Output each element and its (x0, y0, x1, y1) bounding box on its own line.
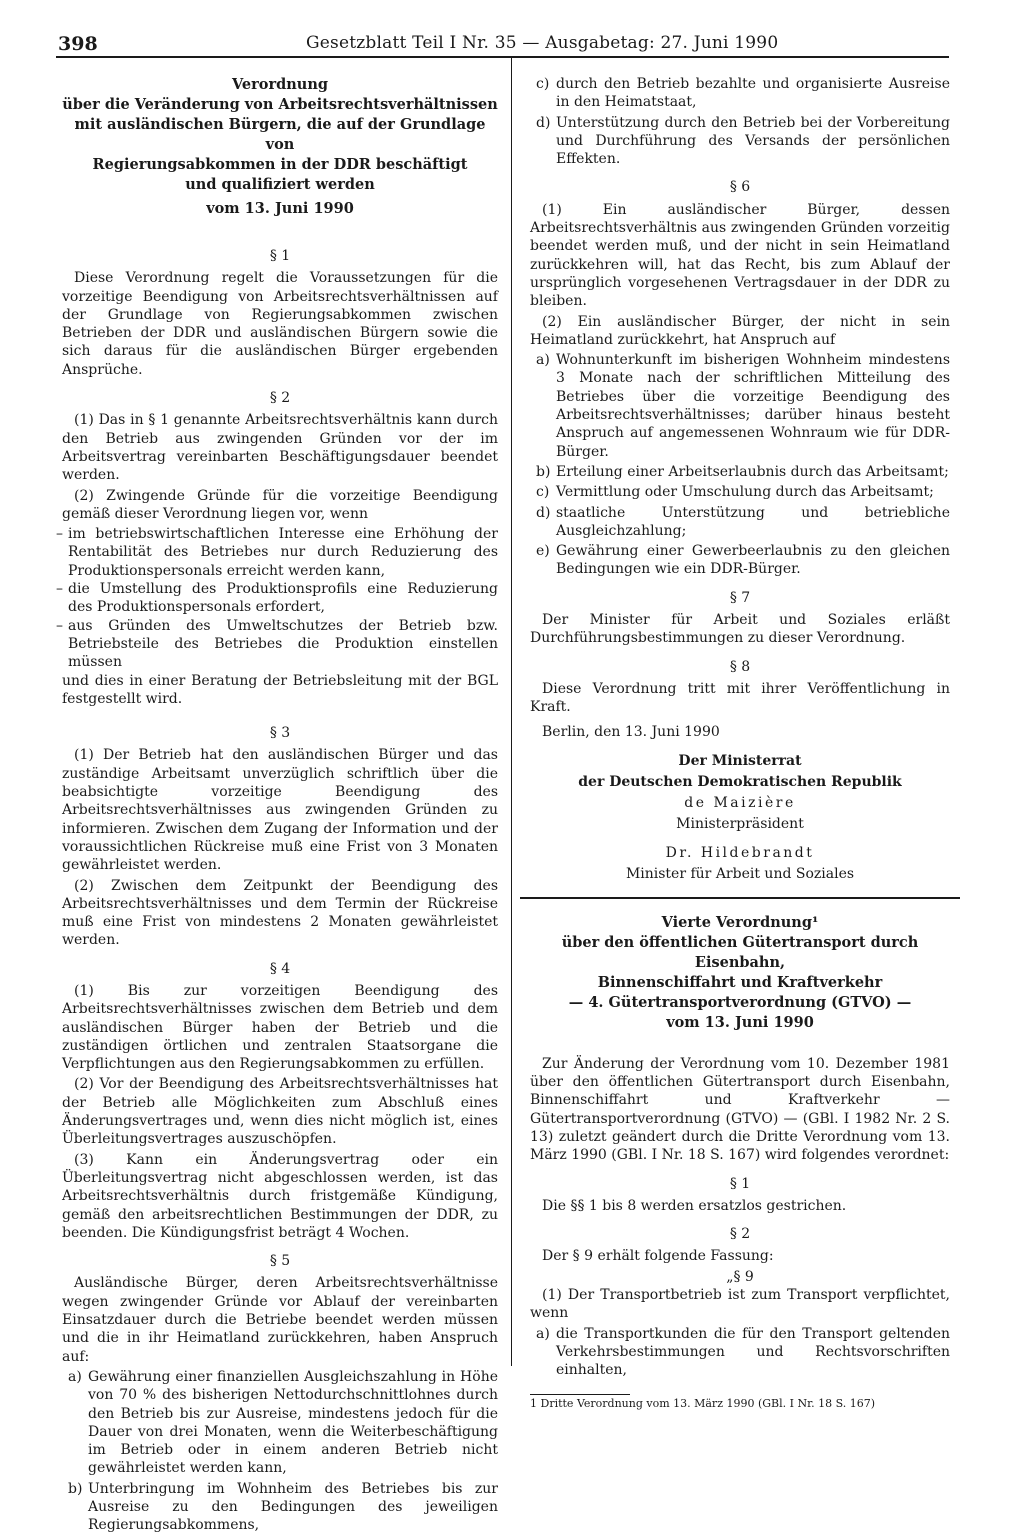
list-item (530, 483, 950, 501)
footnote-rule (530, 1394, 630, 1395)
list-marker: c) (536, 76, 550, 92)
list-item-text: Unterbringung im Wohnheim des Betriebes bis zur Ausreise zu den Bedingungen des jeweiligen Regierungsabkommens, (88, 1480, 498, 1534)
paragraph: (1) Der Betrieb hat den ausländischen Bürger und das zuständige Arbeitsamt unverzüglich schriftlich über die beabsichtigte vorzeitige Beendigung des Arbeitsrechtsverhältnisses aus zwingenden Gründen zu informieren. Zwischen dem Zugang der Information und der voraussichtlichen Rückreise muß eine Frist von 3 Monaten gewährleistet werden. (62, 747, 498, 874)
paragraph: (1) Der Transportbetrieb ist zum Transport verpflichtet, wenn (530, 1287, 950, 1322)
paragraph: Die §§ 1 bis 8 werden ersatzlos gestrichen. (542, 1197, 847, 1214)
paragraph: und dies in einer Beratung der Betriebsleitung mit der BGL festgestellt wird. (62, 672, 498, 707)
title-line: Binnenschiffahrt und Kraftverkehr (597, 973, 883, 991)
paragraph: (1) Das in § 1 genannte Arbeitsrechtsverhältnis kann durch den Betrieb aus zwingenden Gründen vor der im Arbeitsvertrag vereinbarten Beschäftigungsdauer beendet werden. (62, 412, 498, 484)
right-column (530, 75, 950, 1410)
dash-list-item: – aus Gründen des Umweltschutzes der Betrieb bzw. Betriebsteile des Betriebes die Produktion einstellen müssen (56, 617, 498, 671)
title-line: über den öffentlichen Gütertransport durch Eisenbahn, (561, 933, 919, 971)
list-marker: b) (536, 463, 551, 480)
paragraph: (1) Bis zur vorzeitigen Beendigung des Arbeitsrechtsverhältnisses zwischen dem Betrieb und dem ausländischen Bürger haben der Betrieb und die zuständigen örtlichen und zentralen Staatsorgane die Verpflichtungen aus den Regierungsabkommen zu erfüllen. (62, 982, 498, 1073)
paragraph: Der § 9 erhält folgende Fassung: (542, 1248, 774, 1265)
title-line: über die Veränderung von Arbeitsrechtsverhältnissen (62, 96, 498, 113)
list-item-text: Wohnunterkunft im bisherigen Wohnheim mindestens 3 Monate nach der schriftlichen Mitteilung des Betriebes über die vorzeitige Beendigung des Arbeitsrechtsverhältnisses; darüber hinaus besteht Anspruch auf angemessenen Wohnraum wie für DDR-Bürger. (556, 352, 950, 460)
section-heading: § 6 (729, 179, 751, 196)
list-item-text: Unterstützung durch den Betrieb bei der Vorbereitung und Durchführung des Versands der persönlichen Effekten. (556, 114, 950, 168)
list-item (530, 75, 950, 112)
list-marker: d) (536, 114, 551, 131)
signatory-role: Ministerpräsident (676, 815, 804, 832)
title-date: vom 13. Juni 1990 (666, 1013, 814, 1031)
list-marker: a) (68, 1368, 82, 1385)
dash-item-text: im betriebswirtschaftlichen Interesse eine Erhöhung der Rentabilität des Betriebes nur durch Reduzierung des Produktionspersonals erreicht werden kann, (68, 526, 498, 579)
quoted-section-heading: „§ 9 (726, 1268, 754, 1285)
list-item (530, 504, 950, 541)
section-heading: § 2 (269, 390, 291, 407)
list-item-text: Gewährung einer finanziellen Ausgleichszahlung in Höhe von 70 % des bisherigen Nettodurchschnittlohnes durch den Betrieb bis zur Ausreise, mindestens jedoch für die Dauer von drei Monaten, wenn die Weiterbeschäftigung im Betrieb oder in einem anderen Betrieb nicht gewährleistet werden kann, (88, 1368, 498, 1477)
section-heading: § 1 (729, 1175, 751, 1192)
section-heading: § 8 (729, 658, 751, 675)
paragraph: (2) Ein ausländischer Bürger, der nicht in sein Heimatland zurückkehrt, hat Anspruch auf (530, 313, 950, 348)
dash-item-text: die Umstellung des Produktionsprofils eine Reduzierung des Produktionspersonals erfordert, (68, 581, 498, 616)
paragraph: (1) Ein ausländischer Bürger, dessen Arbeitsrechtsverhältnis aus zwingenden Gründen vorzeitig beendet werden muß, und der nicht in sein Heimatland zurückkehren will, hat das Recht, bis zum Ablauf der ursprünglich vorgesehenen Vertragsdauer in der DDR zu bleiben. (530, 201, 950, 310)
list-item-text: Gewährung einer Gewerbeerlaubnis zu den gleichen Bedingungen wie ein DDR-Bürger. (556, 543, 950, 578)
list-marker: d) (536, 504, 551, 521)
ordinance-title (62, 75, 498, 219)
section-heading: § 1 (269, 248, 291, 264)
dash-list-item: – die Umstellung des Produktionsprofils eine Reduzierung des Produktionspersonals erfordert, (56, 581, 498, 616)
list-item (62, 1368, 498, 1478)
list-item (530, 542, 950, 579)
list-item-text: durch den Betrieb bezahlte und organisierte Ausreise in den Heimatstaat, (556, 76, 950, 111)
section-heading: § 3 (269, 725, 291, 742)
list-marker: a) (536, 352, 550, 369)
footnote: 1 Dritte Verordnung vom 13. März 1990 (GBl. I Nr. 18 S. 167) (530, 1396, 876, 1410)
title-line: Verordnung (232, 76, 328, 93)
page-number: 398 (58, 33, 98, 55)
paragraph: Diese Verordnung regelt die Voraussetzungen für die vorzeitige Beendigung von Arbeitsrechtsverhältnissen auf der Grundlage von Regierungsabkommen zwischen Betrieben der DDR und ausländischen Bürgern sowie die sich daraus für die ausländischen Bürger ergebenden Ansprüche. (62, 270, 498, 378)
signing-organ: Der Ministerrat (678, 752, 802, 769)
running-header: Gesetzblatt Teil I Nr. 35 — Ausgabetag: 27. Juni 1990 (306, 33, 779, 53)
paragraph: (3) Kann ein Änderungsvertrag oder ein Überleitungsvertrag nicht abgeschlossen werden, ist das Arbeitsrechtsverhältnis durch fristgemäße Kündigung, gemäß den arbeitsrechtlichen Bestimmungen der DDR, zu beenden. Die Kündigungsfrist beträgt 4 Wochen. (62, 1151, 498, 1241)
place-date: Berlin, den 13. Juni 1990 (542, 723, 720, 740)
list-marker: a) (536, 1325, 550, 1342)
list-item (530, 463, 950, 481)
signatory-name: de Maizière (684, 794, 796, 811)
list-marker: b) (68, 1480, 83, 1497)
paragraph: (2) Zwingende Gründe für die vorzeitige Beendigung gemäß dieser Verordnung liegen vor, wenn (62, 487, 498, 522)
header-rule (56, 56, 949, 58)
title-line: mit ausländischen Bürgern, die auf der Grundlage von (74, 116, 486, 153)
list-item (530, 114, 950, 169)
column-divider (511, 56, 512, 1366)
paragraph: (2) Zwischen dem Zeitpunkt der Beendigung des Arbeitsrechtsverhältnisses und dem Termin der Rückreise muß eine Frist von mindestens 2 Monaten gewährleistet werden. (62, 877, 498, 949)
dash-list-item: – im betriebswirtschaftlichen Interesse eine Erhöhung der Rentabilität des Betriebes nur durch Reduzierung des Produktionspersonals erreicht werden kann, (56, 526, 498, 579)
section-heading: § 7 (729, 589, 751, 606)
left-column (56, 75, 498, 1537)
paragraph: Ausländische Bürger, deren Arbeitsrechtsverhältnisse wegen zwingender Gründe vor Ablauf der vereinbarten Einsatzdauer durch die Betriebe beendet werden müssen und die in ihr Heimatland zurückkehren, haben Anspruch auf: (62, 1275, 498, 1365)
signatory-role: Minister für Arbeit und Soziales (625, 865, 855, 882)
section-heading: § 4 (269, 960, 291, 977)
list-marker: c) (536, 484, 550, 501)
title-line: Vierte Verordnung¹ (661, 913, 819, 931)
paragraph: Zur Änderung der Verordnung vom 10. Dezember 1981 über den öffentlichen Gütertransport durch Eisenbahn, Binnenschiffahrt und Kraftverkehr — Gütertransportverordnung (GTVO) — (GBl. I 1982 Nr. 2 S. 13) zuletzt geändert durch die Dritte Verordnung vom 13. März 1990 (GBl. I Nr. 18 S. 167) wird folgendes verordnet: (530, 1055, 950, 1164)
signatory-name: Dr. Hildebrandt (665, 844, 815, 861)
list-item-text: Erteilung einer Arbeitserlaubnis durch das Arbeitsamt; (556, 463, 949, 480)
section-heading: § 2 (729, 1226, 751, 1243)
title-line: Regierungsabkommen in der DDR beschäftigt (92, 156, 468, 173)
list-item (530, 351, 950, 461)
title-date: vom 13. Juni 1990 (206, 200, 354, 217)
signature-block (530, 751, 950, 885)
list-marker: e) (536, 543, 550, 560)
title-line: — 4. Gütertransportverordnung (GTVO) — (568, 993, 912, 1011)
list-item-text: Vermittlung oder Umschulung durch das Arbeitsamt; (556, 484, 934, 501)
section-separator (520, 897, 960, 899)
section-heading: § 5 (269, 1253, 291, 1270)
signing-organ-name: der Deutschen Demokratischen Republik (578, 773, 902, 790)
list-item (62, 1480, 498, 1535)
list-item (530, 1325, 950, 1380)
paragraph: Diese Verordnung tritt mit ihrer Veröffentlichung in Kraft. (530, 680, 950, 716)
ordinance-title (530, 913, 950, 1033)
list-item-text: staatliche Unterstützung und betriebliche Ausgleichzahlung; (556, 504, 950, 539)
title-line: und qualifiziert werden (185, 176, 375, 193)
paragraph: Der Minister für Arbeit und Soziales erläßt Durchführungsbestimmungen zu dieser Verordnung. (530, 612, 950, 647)
paragraph: (2) Vor der Beendigung des Arbeitsrechtsverhältnisses hat der Betrieb alle Möglichkeiten zum Abschluß eines Änderungsvertrages und, wenn dies nicht möglich ist, eines Überleitungsvertrages auszuschöpfen. (62, 1076, 498, 1148)
list-item-text: die Transportkunden die für den Transport geltenden Verkehrsbestimmungen und Rechtsvorschriften einhalten, (556, 1325, 950, 1379)
dash-item-text: aus Gründen des Umweltschutzes der Betrieb bzw. Betriebsteile des Betriebes die Produktion einstellen müssen (68, 617, 498, 671)
